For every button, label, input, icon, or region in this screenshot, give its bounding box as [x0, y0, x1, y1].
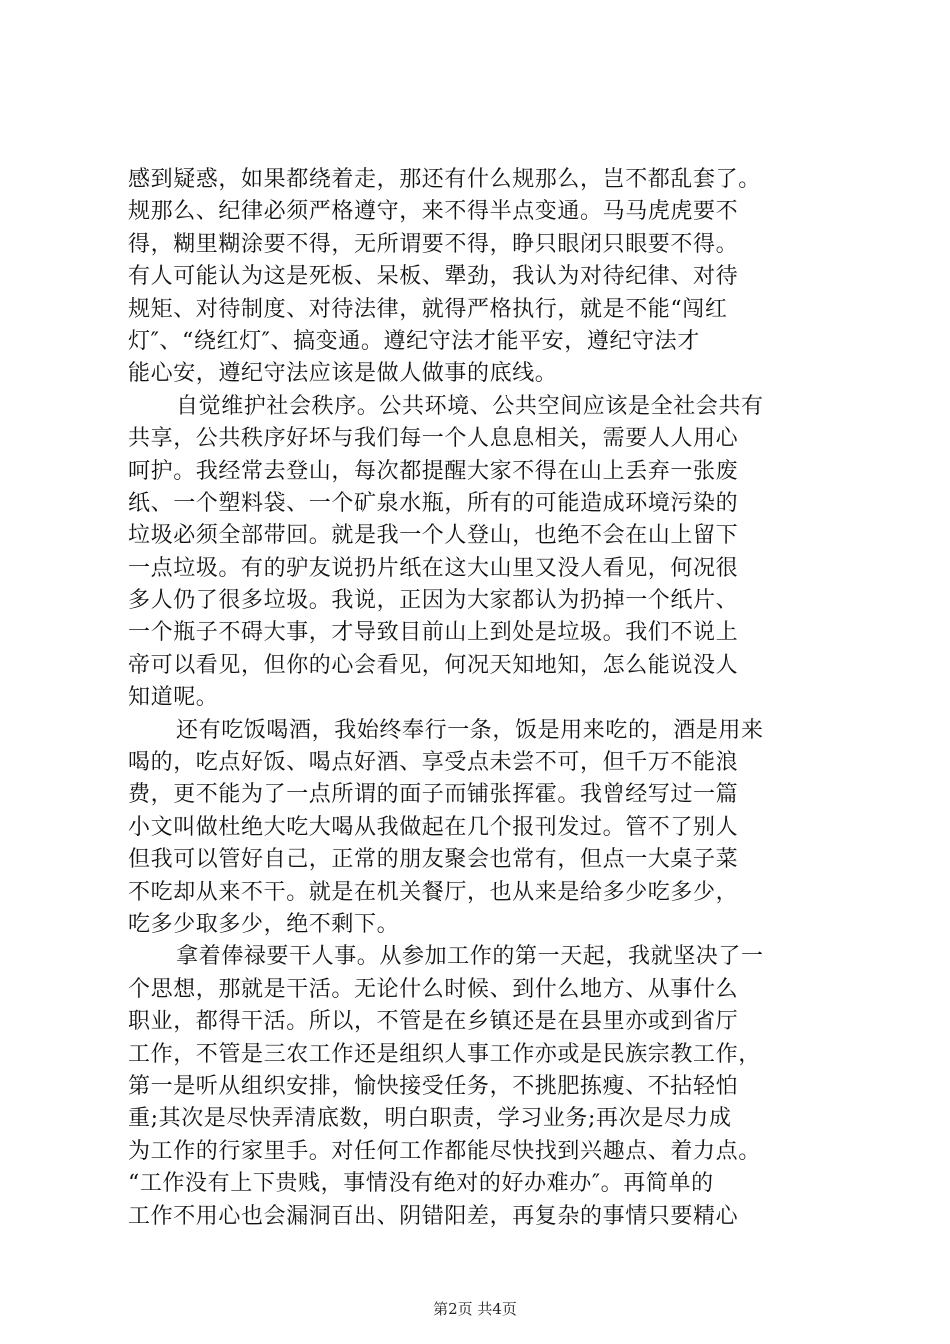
text-line: 个思想，那就是干活。无论什么时候、到什么地方、从事什么: [128, 976, 739, 1002]
paragraph: [128, 715, 840, 942]
text-line: 规矩、对待制度、对待法律，就得严格执行，就是不能“闯红: [128, 296, 728, 322]
text-line: 小文叫做杜绝大吃大喝从我做起在几个报刊发过。管不了别人: [128, 814, 739, 840]
text-line: 纸、一个塑料袋、一个矿泉水瓶，所有的可能造成环境污染的: [128, 490, 739, 516]
text-line: 自觉维护社会秩序。公共环境、公共空间应该是全社会共有: [176, 393, 764, 419]
text-line: 喝的，吃点好饭、喝点好酒、享受点未尝不可，但千万不能浪: [128, 750, 739, 776]
paragraph: [128, 164, 840, 391]
text-line: 吃多少取多少，绝不剩下。: [128, 911, 400, 937]
page-footer: 第2页 共4页: [433, 1300, 517, 1318]
text-line: 有人可能认为这是死板、呆板、犟劲，我认为对待纪律、对待: [128, 264, 739, 290]
text-line: 知道呢。: [128, 685, 219, 711]
text-line: 为工作的行家里手。对任何工作都能尽快找到兴趣点、着力点。: [128, 1138, 761, 1164]
text-line: 费，更不能为了一点所谓的面子而铺张挥霍。我曾经写过一篇: [128, 782, 739, 808]
text-line: 拿着俸禄要干人事。从参加工作的第一天起，我就坚决了一: [176, 944, 764, 970]
text-line: 第一是听从组织安排，愉快接受任务，不挑肥拣瘦、不拈轻怕: [128, 1073, 739, 1099]
text-line: 一个瓶子不碍大事，才导致目前山上到处是垃圾。我们不说上: [128, 620, 739, 646]
text-line: 不吃却从来不干。就是在机关餐厅，也从来是给多少吃多少，: [128, 879, 739, 905]
text-line: 但我可以管好自己，正常的朋友聚会也常有，但点一大桌子菜: [128, 847, 739, 873]
text-line: 能心安，遵纪守法应该是做人做事的底线。: [128, 361, 558, 387]
text-line: 灯″、“绕红灯″、搞变通。遵纪守法才能平安，遵纪守法才: [128, 328, 700, 354]
text-line: 职业，都得干活。所以，不管是在乡镇还是在县里亦或到省厅: [128, 1009, 739, 1035]
text-line: 还有吃饭喝酒，我始终奉行一条，饭是用来吃的，酒是用来: [176, 717, 764, 743]
text-line: 工作，不管是三农工作还是组织人事工作亦或是民族宗教工作，: [128, 1041, 761, 1067]
text-line: 得，糊里糊涂要不得，无所谓要不得，睁只眼闭只眼要不得。: [128, 231, 739, 257]
text-line: 规那么、纪律必须严格遵守，来不得半点变通。马马虎虎要不: [128, 199, 739, 225]
text-line: 多人仍了很多垃圾。我说，正因为大家都认为扔掉一个纸片、: [128, 588, 739, 614]
paragraph: [128, 391, 840, 715]
body-text: [128, 164, 840, 1233]
text-line: 重;其次是尽快弄清底数，明白职责，学习业务;再次是尽力成: [128, 1106, 732, 1132]
text-line: 垃圾必须全部带回。就是我一个人登山，也绝不会在山上留下: [128, 523, 739, 549]
text-line: 帝可以看见，但你的心会看见，何况天知地知，怎么能说没人: [128, 652, 739, 678]
text-line: 共享，公共秩序好坏与我们每一个人息息相关，需要人人用心: [128, 426, 739, 452]
text-line: 一点垃圾。有的驴友说扔片纸在这大山里又没人看见，何况很: [128, 555, 739, 581]
text-line: “工作没有上下贵贱，事情没有绝对的好办难办″。再简单的: [128, 1171, 714, 1197]
text-line: 感到疑惑，如果都绕着走，那还有什么规那么，岂不都乱套了。: [128, 167, 761, 192]
text-line: 工作不用心也会漏洞百出、阴错阳差，再复杂的事情只要精心: [128, 1203, 739, 1229]
paragraph: [128, 941, 840, 1233]
text-line: 呵护。我经常去登山，每次都提醒大家不得在山上丢弃一张废: [128, 458, 739, 484]
